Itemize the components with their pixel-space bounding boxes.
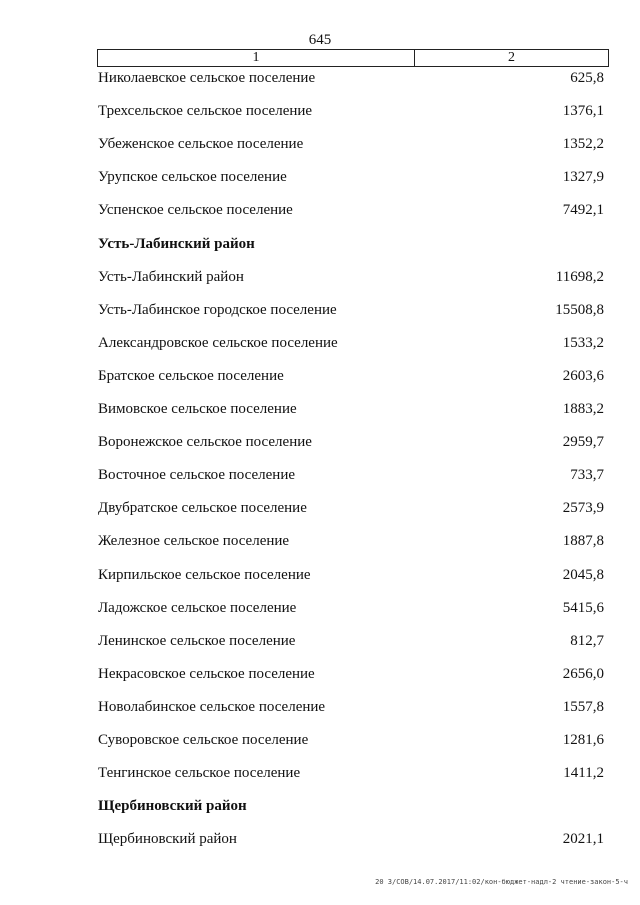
amount-value: 1411,2 [563,765,604,781]
amount-value: 733,7 [570,467,604,483]
section-heading-row [98,796,604,818]
amount-value: 1281,6 [562,732,604,748]
settlement-name: Урупское сельское поселение [98,169,287,185]
settlement-name: Некрасовское сельское поселение [98,666,315,682]
amount-value: 2603,6 [562,368,604,384]
settlement-name: Усть-Лабинский район [98,269,244,285]
table-row [98,531,604,553]
column-1-header: 1 [98,50,415,66]
settlement-name: Железное сельское поселение [98,533,290,549]
settlement-name: Убеженское сельское поселение [98,136,304,152]
amount-value: 625,8 [570,70,604,86]
amount-value: 15508,8 [555,302,604,318]
settlement-name: Кирпильское сельское поселение [98,567,311,583]
amount-value: 7492,1 [562,202,604,218]
district-heading: Щербиновский район [98,798,247,814]
amount-value: 1327,9 [562,169,604,185]
amount-value: 2656,0 [562,666,604,682]
settlement-name: Ладожское сельское поселение [98,600,297,616]
amount-value: 1533,2 [562,335,604,351]
table-row [98,598,604,620]
table-row [98,432,604,454]
column-2-header: 2 [508,50,515,65]
table-row [98,664,604,686]
table-row [98,68,604,90]
amount-value: 1887,8 [562,533,604,549]
settlement-name: Новолабинское сельское поселение [98,699,326,715]
table-row [98,200,604,222]
document-footer: 20 3/СОВ/14.07.2017/11:02/кон-бюджет-надл-2 чтение-закон-5-ч [375,878,628,886]
amount-value: 2959,7 [562,434,604,450]
page-number: 645 [308,32,332,48]
table-row [98,697,604,719]
amount-value: 2021,1 [562,831,604,847]
amount-value: 1376,1 [562,103,604,119]
table-row [98,763,604,785]
table-row [98,730,604,752]
district-heading: Усть-Лабинский район [98,236,255,252]
table-row [98,167,604,189]
settlement-name: Трехсельское сельское поселение [98,103,313,119]
amount-value: 812,7 [570,633,604,649]
amount-value: 2573,9 [562,500,604,516]
settlement-name: Двубратское сельское поселение [98,500,307,516]
settlement-name: Щербиновский район [98,831,237,847]
amount-value: 5415,6 [562,600,604,616]
table-row [98,333,604,355]
amount-value: 1352,2 [562,136,604,152]
settlement-name: Успенское сельское поселение [98,202,293,218]
settlement-name: Вимовское сельское поселение [98,401,297,417]
table-row [98,300,604,322]
amount-value: 1883,2 [562,401,604,417]
table-row [98,829,604,851]
settlement-name: Восточное сельское поселение [98,467,296,483]
settlement-name: Ленинское сельское поселение [98,633,296,649]
table-header [97,49,609,67]
amount-value: 11698,2 [555,269,604,285]
amount-value: 2045,8 [562,567,604,583]
table-row [98,498,604,520]
table-row [98,267,604,289]
table-row [98,366,604,388]
table-row [98,134,604,156]
settlement-name: Усть-Лабинское городское поселение [98,302,337,318]
amount-value: 1557,8 [562,699,604,715]
settlement-name: Воронежское сельское поселение [98,434,312,450]
settlement-name: Братское сельское поселение [98,368,284,384]
settlement-name: Тенгинское сельское поселение [98,765,301,781]
table-row [98,399,604,421]
settlement-name: Александровское сельское поселение [98,335,338,351]
settlement-name: Николаевское сельское поселение [98,70,316,86]
table-row [98,565,604,587]
table-row [98,631,604,653]
settlement-name: Суворовское сельское поселение [98,732,309,748]
table-row [98,465,604,487]
table-row [98,101,604,123]
section-heading-row [98,234,604,256]
